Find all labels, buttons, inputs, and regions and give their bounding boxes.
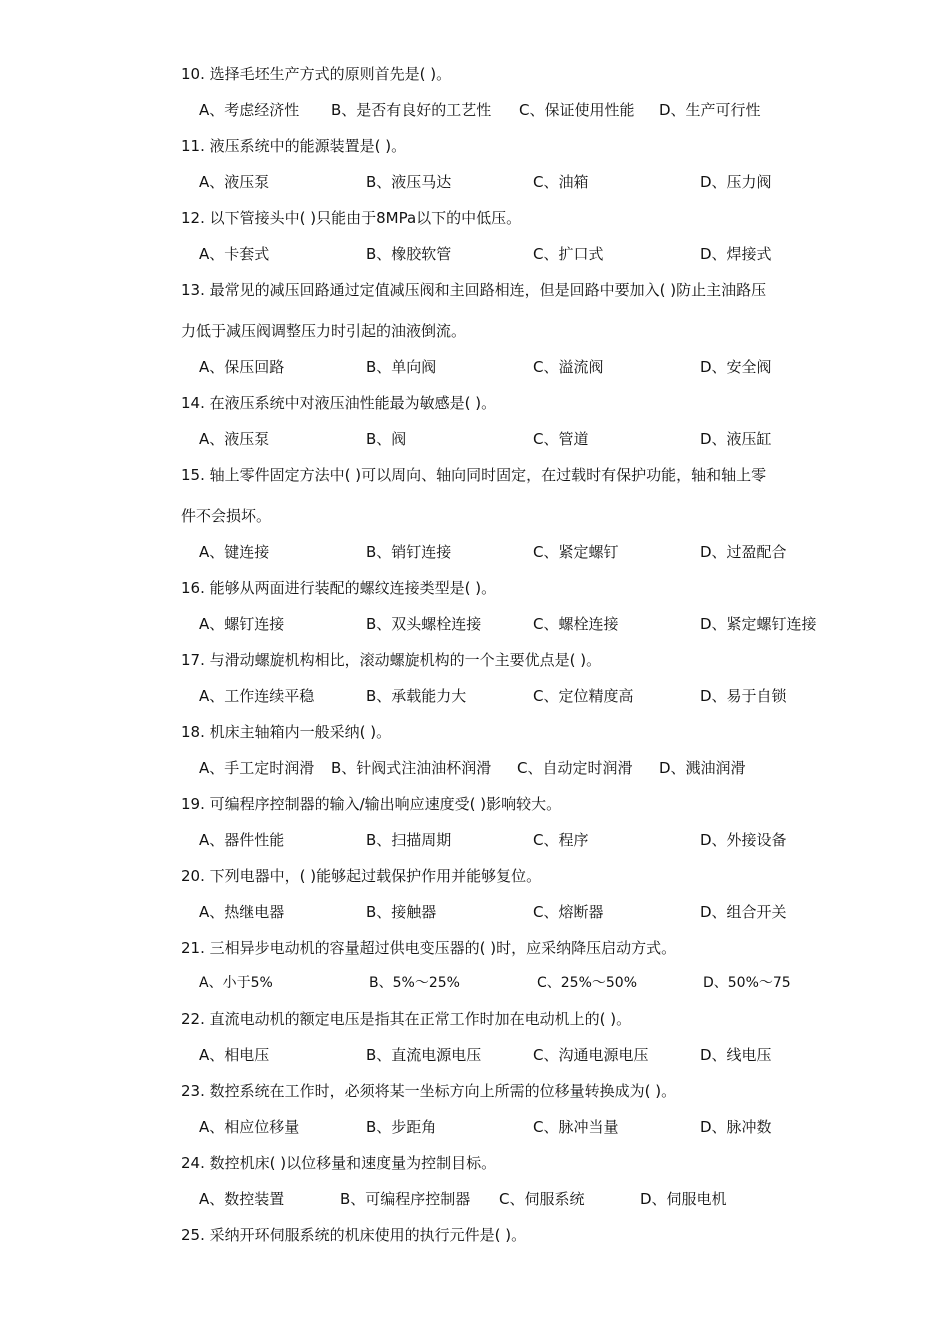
option-b: B、步距角: [366, 1118, 437, 1136]
option-d: D、脉冲数: [700, 1118, 772, 1136]
option-b: B、橡胶软管: [366, 245, 452, 263]
option-a: A、数控装置: [199, 1190, 285, 1208]
question-25: 25. 采纳开环伺服系统的机床使用的执行元件是( )。: [181, 1226, 527, 1244]
option-a: A、工作连续平稳: [199, 687, 315, 705]
option-d: D、50%～75: [703, 975, 791, 991]
options-20: [199, 902, 899, 922]
options-18: [199, 758, 899, 778]
question-13-line-2: 力低于减压阀调整压力时引起的油液倒流。: [181, 322, 467, 340]
option-d: D、压力阀: [700, 173, 772, 191]
options-22: [199, 1045, 899, 1065]
option-c: C、25%～50%: [537, 975, 638, 991]
option-b: B、可编程序控制器: [340, 1190, 471, 1208]
option-c: C、管道: [533, 430, 589, 448]
option-c: C、熔断器: [533, 903, 604, 921]
option-a: A、小于5%: [199, 975, 273, 991]
question-23: 23. 数控系统在工作时，必须将某一坐标方向上所需的位移量转换成为( )。: [181, 1082, 677, 1100]
option-a: A、液压泵: [199, 173, 270, 191]
option-c: C、自动定时润滑: [517, 759, 633, 777]
option-a: A、相电压: [199, 1046, 270, 1064]
option-b: B、直流电源电压: [366, 1046, 482, 1064]
question-14: 14. 在液压系统中对液压油性能最为敏感是( )。: [181, 394, 497, 412]
option-c: C、紧定螺钉: [533, 543, 619, 561]
option-d: D、焊接式: [700, 245, 772, 263]
option-b: B、双头螺栓连接: [366, 615, 482, 633]
option-a: A、卡套式: [199, 245, 270, 263]
options-16: [199, 614, 899, 634]
option-a: A、热继电器: [199, 903, 285, 921]
option-a: A、键连接: [199, 543, 270, 561]
option-c: C、扩口式: [533, 245, 604, 263]
option-b: B、销钉连接: [366, 543, 452, 561]
option-b: B、针阀式注油油杯润滑: [331, 759, 492, 777]
options-19: [199, 830, 899, 850]
question-13-line-1: 13. 最常见的减压回路通过定值减压阀和主回路相连，但是回路中要加入( )防止主油路压: [181, 281, 767, 299]
question-10: 10. 选择毛坯生产方式的原则首先是( )。: [181, 65, 452, 83]
question-24: 24. 数控机床( )以位移量和速度量为控制目标。: [181, 1154, 497, 1172]
option-b: B、承载能力大: [366, 687, 467, 705]
option-a: A、手工定时润滑: [199, 759, 315, 777]
option-a: A、器件性能: [199, 831, 285, 849]
question-15-line-1: 15. 轴上零件固定方法中( )可以周向、轴向同时固定，在过载时有保护功能，轴和轴上零: [181, 466, 767, 484]
options-21: [199, 973, 899, 993]
option-b: B、是否有良好的工艺性: [331, 101, 492, 119]
question-18: 18. 机床主轴箱内一般采纳( )。: [181, 723, 392, 741]
option-b: B、扫描周期: [366, 831, 452, 849]
option-c: C、沟通电源电压: [533, 1046, 649, 1064]
option-c: C、螺栓连接: [533, 615, 619, 633]
question-22: 22. 直流电动机的额定电压是指其在正常工作时加在电动机上的( )。: [181, 1010, 632, 1028]
option-d: D、生产可行性: [659, 101, 761, 119]
option-c: C、保证使用性能: [519, 101, 635, 119]
question-17: 17. 与滑动螺旋机构相比，滚动螺旋机构的一个主要优点是( )。: [181, 651, 602, 669]
options-23: [199, 1117, 899, 1137]
option-b: B、5%～25%: [369, 975, 460, 991]
options-17: [199, 686, 899, 706]
question-16: 16. 能够从两面进行装配的螺纹连接类型是( )。: [181, 579, 497, 597]
option-b: B、阀: [366, 430, 407, 448]
options-13: [199, 357, 899, 377]
option-c: C、脉冲当量: [533, 1118, 619, 1136]
option-d: D、安全阀: [700, 358, 772, 376]
option-b: B、单向阀: [366, 358, 437, 376]
option-d: D、溅油润滑: [659, 759, 746, 777]
options-15: [199, 542, 899, 562]
option-a: A、考虑经济性: [199, 101, 300, 119]
option-a: A、保压回路: [199, 358, 285, 376]
option-c: C、伺服系统: [499, 1190, 585, 1208]
question-19: 19. 可编程序控制器的输入/输出响应速度受( )影响较大。: [181, 795, 562, 813]
question-11: 11. 液压系统中的能源装置是( )。: [181, 137, 407, 155]
option-d: D、紧定螺钉连接: [700, 615, 817, 633]
option-d: D、过盈配合: [700, 543, 787, 561]
option-c: C、定位精度高: [533, 687, 634, 705]
option-d: D、易于自锁: [700, 687, 787, 705]
option-a: A、液压泵: [199, 430, 270, 448]
option-c: C、程序: [533, 831, 589, 849]
option-a: A、相应位移量: [199, 1118, 300, 1136]
option-c: C、溢流阀: [533, 358, 604, 376]
option-d: D、伺服电机: [640, 1190, 727, 1208]
option-d: D、组合开关: [700, 903, 787, 921]
options-12: [199, 244, 899, 264]
option-d: D、线电压: [700, 1046, 772, 1064]
options-24: [199, 1189, 899, 1209]
option-a: A、螺钉连接: [199, 615, 285, 633]
question-12: 12. 以下管接头中( )只能由于8MPa以下的中低压。: [181, 209, 522, 227]
option-b: B、接触器: [366, 903, 437, 921]
question-15-line-2: 件不会损坏。: [181, 507, 272, 525]
option-d: D、液压缸: [700, 430, 772, 448]
option-d: D、外接设备: [700, 831, 787, 849]
option-c: C、油箱: [533, 173, 589, 191]
question-20: 20. 下列电器中，( )能够起过载保护作用并能够复位。: [181, 867, 542, 885]
question-21: 21. 三相异步电动机的容量超过供电变压器的( )时，应采纳降压启动方式。: [181, 939, 677, 957]
options-14: [199, 429, 899, 449]
option-b: B、液压马达: [366, 173, 452, 191]
options-10: [199, 100, 899, 120]
options-11: [199, 172, 899, 192]
